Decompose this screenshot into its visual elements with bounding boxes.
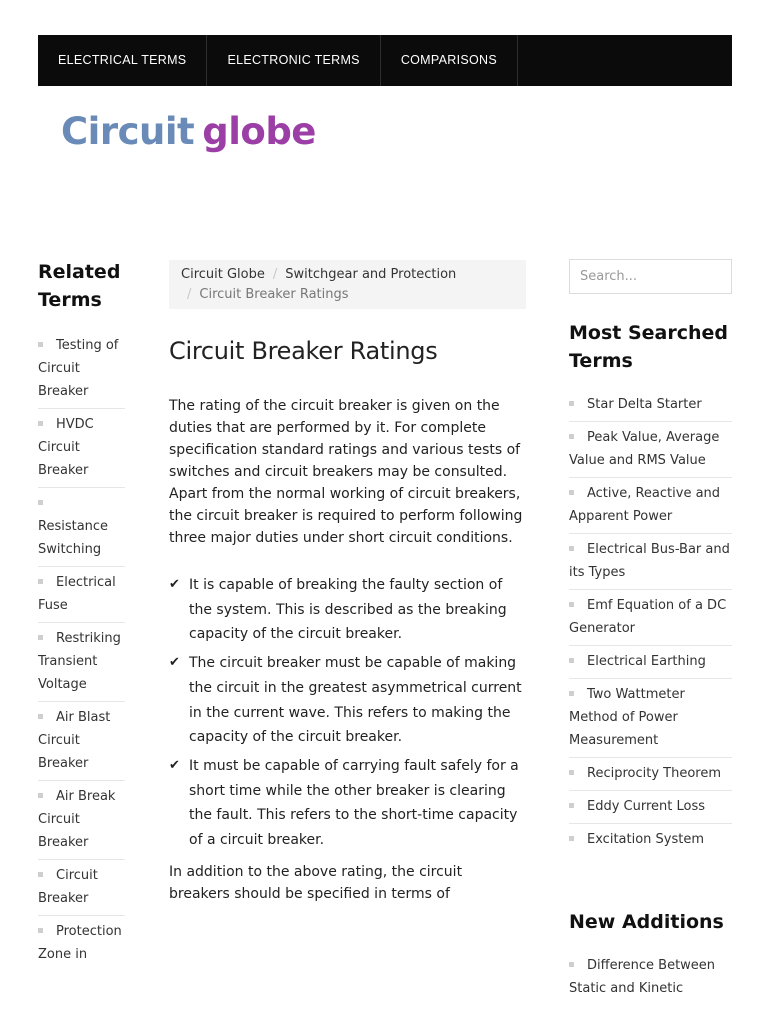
- bullet-text: It must be capable of carrying fault safely for a short time while the other breaker is clearing the fault. This refers to the short-time capacity of a circuit breaker.: [189, 757, 519, 849]
- most-searched-link[interactable]: Emf Equation of a DC Generator: [569, 598, 727, 636]
- bullet-square-icon: [38, 421, 43, 426]
- bullet-square-icon: [569, 836, 574, 841]
- check-icon: ✔: [169, 655, 180, 671]
- bullet-square-icon: [38, 714, 43, 719]
- check-icon: ✔: [169, 577, 180, 592]
- bullet-square-icon: [569, 546, 574, 551]
- new-addition-link[interactable]: Difference Between Static and Kinetic: [569, 958, 716, 996]
- page-title: Circuit Breaker Ratings: [169, 337, 438, 365]
- list-item: [569, 422, 732, 478]
- list-item: [38, 330, 125, 409]
- most-searched-heading: Most Searched Terms: [569, 322, 729, 372]
- bullet-square-icon: [569, 490, 574, 495]
- list-item: [38, 702, 125, 781]
- article: [169, 333, 526, 905]
- most-searched-link[interactable]: Excitation System: [587, 832, 705, 847]
- bullet-square-icon: [38, 500, 43, 505]
- list-item: [569, 824, 732, 856]
- list-item: [38, 916, 125, 971]
- article-outro: In addition to the above rating, the circuit breakers should be specified in terms of: [169, 863, 463, 902]
- most-searched-link[interactable]: Two Wattmeter Method of Power Measurement: [569, 687, 685, 748]
- new-additions-list: [569, 950, 732, 1005]
- bullet-square-icon: [569, 770, 574, 775]
- related-terms-list: [38, 330, 125, 971]
- related-link[interactable]: Restriking Transient Voltage: [38, 631, 121, 692]
- top-navigation: [38, 35, 732, 86]
- list-item: [38, 781, 125, 860]
- bullet-text: The circuit breaker must be capable of making the circuit in the greatest asymmetrical current in the current wave. This refers to making the capacity of the circuit breaker.: [189, 655, 522, 746]
- most-searched-link[interactable]: Peak Value, Average Value and RMS Value: [569, 430, 720, 468]
- related-link[interactable]: HVDC Circuit Breaker: [38, 417, 94, 478]
- check-icon: ✔: [169, 757, 180, 773]
- bullet-square-icon: [38, 928, 43, 933]
- related-link[interactable]: Resistance Switching: [38, 519, 109, 557]
- list-item: [38, 623, 125, 702]
- list-item: [569, 950, 732, 1005]
- search-input[interactable]: [569, 259, 732, 294]
- list-item: [169, 754, 526, 853]
- list-item: [569, 646, 732, 679]
- most-searched-list: [569, 389, 732, 856]
- list-item: [169, 573, 526, 647]
- nav-electrical-terms[interactable]: ELECTRICAL TERMS: [38, 35, 207, 86]
- most-searched-link[interactable]: Electrical Bus-Bar and its Types: [569, 542, 730, 580]
- logo-word-circuit: Circuit: [61, 110, 195, 153]
- breadcrumb-current: Circuit Breaker Ratings: [199, 287, 349, 302]
- breadcrumb-home[interactable]: Circuit Globe: [181, 267, 265, 282]
- breadcrumb-separator: /: [272, 267, 278, 282]
- breadcrumb: [169, 260, 526, 309]
- related-link[interactable]: Air Blast Circuit Breaker: [38, 710, 111, 771]
- most-searched-link[interactable]: Eddy Current Loss: [587, 799, 706, 814]
- nav-electronic-terms[interactable]: ELECTRONIC TERMS: [207, 35, 380, 86]
- related-terms-heading: Related Terms: [38, 261, 121, 311]
- bullet-square-icon: [569, 401, 574, 406]
- breadcrumb-category[interactable]: Switchgear and Protection: [285, 267, 457, 282]
- most-searched-link[interactable]: Reciprocity Theorem: [587, 766, 722, 781]
- article-intro: The rating of the circuit breaker is given on the duties that are performed by it. For complete specification standard ratings and various tests of switches and circuit breakers may be consulted. Apart from the normal working of circuit breakers, the circuit breaker is required to perform following three major duties under short circuit conditions.: [169, 398, 523, 546]
- duties-list: [169, 573, 526, 853]
- bullet-square-icon: [569, 602, 574, 607]
- logo-word-globe: globe: [202, 110, 316, 153]
- list-item: [569, 478, 732, 534]
- bullet-square-icon: [38, 793, 43, 798]
- most-searched-link[interactable]: Active, Reactive and Apparent Power: [569, 486, 721, 524]
- related-link[interactable]: Air Break Circuit Breaker: [38, 789, 116, 850]
- most-searched-link[interactable]: Electrical Earthing: [587, 654, 706, 669]
- bullet-square-icon: [569, 803, 574, 808]
- bullet-square-icon: [38, 579, 43, 584]
- bullet-square-icon: [569, 434, 574, 439]
- bullet-square-icon: [569, 962, 574, 967]
- list-item: [569, 679, 732, 758]
- nav-comparisons[interactable]: COMPARISONS: [381, 35, 518, 86]
- list-item: [569, 534, 732, 590]
- most-searched-link[interactable]: Star Delta Starter: [587, 397, 702, 412]
- bullet-square-icon: [38, 342, 43, 347]
- related-link[interactable]: Testing of Circuit Breaker: [38, 338, 119, 399]
- list-item: [569, 791, 732, 824]
- related-link[interactable]: Electrical Fuse: [38, 575, 116, 613]
- new-additions-heading: New Additions: [569, 911, 724, 933]
- related-link[interactable]: Protection Zone in: [38, 924, 122, 962]
- list-item: [38, 409, 125, 488]
- list-item: [569, 758, 732, 791]
- bullet-text: It is capable of breaking the faulty section of the system. This is described as the breaking capacity of the circuit breaker.: [189, 577, 507, 643]
- list-item: [569, 389, 732, 422]
- related-terms-sidebar: [38, 258, 125, 971]
- bullet-square-icon: [569, 691, 574, 696]
- list-item: [169, 651, 526, 750]
- site-logo[interactable]: [61, 110, 316, 153]
- list-item: [569, 590, 732, 646]
- bullet-square-icon: [38, 872, 43, 877]
- list-item: [38, 488, 125, 567]
- list-item: [38, 567, 125, 623]
- bullet-square-icon: [569, 658, 574, 663]
- right-sidebar: [569, 259, 732, 1005]
- bullet-square-icon: [38, 635, 43, 640]
- breadcrumb-separator: /: [187, 287, 192, 302]
- list-item: [38, 860, 125, 916]
- related-link[interactable]: Circuit Breaker: [38, 868, 98, 906]
